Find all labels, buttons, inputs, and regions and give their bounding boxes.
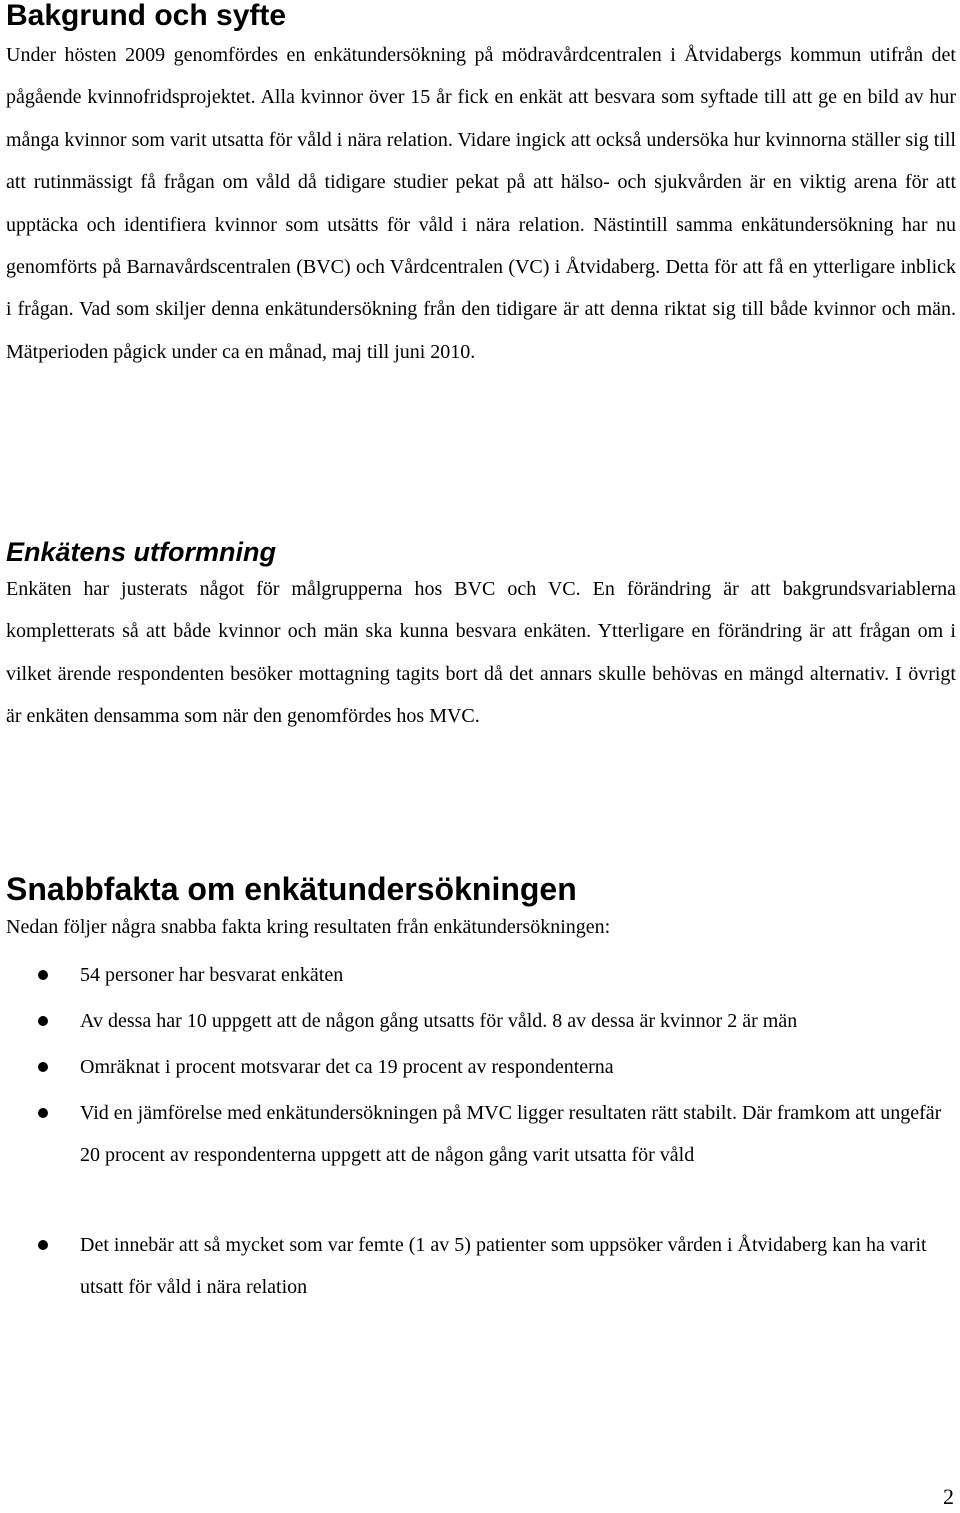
list-item-text: 54 personer har besvarat enkäten [80,964,344,986]
bullet-icon [38,1062,48,1072]
list-item-text: Vid en jämförelse med enkätundersökningen på MVC ligger resultaten rätt stabilt. Där framkom att ungefär 20 procent av respondenterna uppgett att de någon gång varit utsatta för våld [80,1102,942,1167]
list-item [80,954,956,996]
heading-bakgrund-och-syfte: Bakgrund och syfte [6,0,287,32]
paragraph-utformning: Enkäten har justerats något för målgrupperna hos BVC och VC. En förändring är att bakgrundsvariablerna kompletterats så att både kvinnor och män ska kunna besvara enkäten. Ytterligare en förändring är att frågan om i vilket ärende respondenten besöker mottagning tagits bort då det annars skulle behövas en mängd alternativ. I övrigt är enkäten densamma som när den genomfördes hos MVC. [6,578,956,728]
bullet-icon [38,1240,48,1250]
bullet-icon [38,970,48,980]
list-item-text: Det innebär att så mycket som var femte (1 av 5) patienter som uppsöker vården i Åtvidaberg kan ha varit utsatt för våld i nära relation [80,1234,927,1299]
paragraph-bakgrund: Under hösten 2009 genomfördes en enkätundersökning på mödravårdcentralen i Åtvidabergs kommun utifrån det pågående kvinnofridsprojektet. Alla kvinnor över 15 år fick en enkät att besvara som syftade till att ge en bild av hur många kvinnor som varit utsatta för våld i nära relation. Vidare ingick att också undersöka hur kvinnorna ställer sig till att rutinmässigt få frågan om våld då tidigare studier pekat på att hälso- och sjukvården är en viktig arena för att upptäcka och identifiera kvinnor som utsätts för våld i nära relation. Nästintill samma enkätundersökning har nu genomförts på Barnavårdscentralen (BVC) och Vårdcentralen (VC) i Åtvidaberg. Detta för att få en ytterligare inblick i frågan. Vad som skiljer denna enkätundersökning från den tidigare är att denna riktat sig till både kvinnor och män. Mätperioden pågick under ca en månad, maj till juni 2010. [6,44,956,363]
list-item [80,1224,956,1309]
list-item [80,1046,956,1088]
bullet-icon [38,1016,48,1026]
paragraph-snabbfakta-intro: Nedan följer några snabba fakta kring resultaten från enkätundersökningen: [6,916,611,938]
list-item-text: Av dessa har 10 uppgett att de någon gång utsatts för våld. 8 av dessa är kvinnor 2 är män [80,1010,798,1032]
list-item [80,1092,956,1177]
bullet-icon [38,1108,48,1118]
heading-snabbfakta: Snabbfakta om enkätundersökningen [6,871,577,907]
list-item-text: Omräknat i procent motsvarar det ca 19 procent av respondenterna [80,1056,614,1078]
list-item [80,1000,956,1042]
page-number: 2 [943,1484,954,1509]
heading-enkatens-utformning: Enkätens utformning [6,537,277,567]
